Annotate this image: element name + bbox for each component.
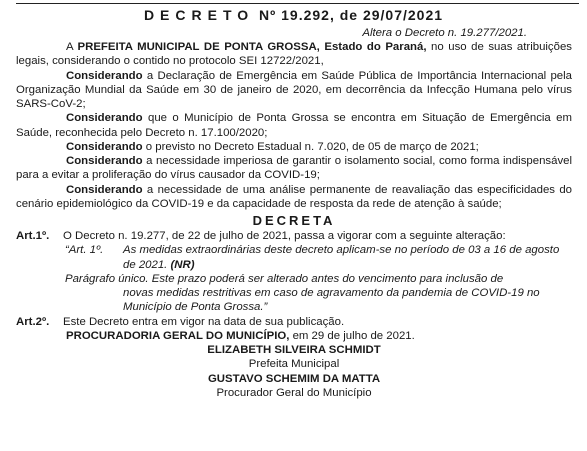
closing-line <box>16 329 572 343</box>
considerando-text: que o Município de Ponta Grossa se encontra em Situação de Emergência em Saúde, reconhecida pelo Decreto n. 17.100/2020; <box>16 112 572 139</box>
signer-2-name <box>16 372 572 386</box>
preamble-prefix: A <box>66 41 73 53</box>
signer-1-name <box>16 343 572 357</box>
signer-2-role: Procurador Geral do Município <box>216 386 372 399</box>
considerando-keyword: Considerando <box>66 112 143 125</box>
considerando-text: a Declaração de Emergência em Saúde Pública de Importância Internacional pela Organização Mundial da Saúde em 30 de janeiro de 2020, em decorrência da Infecção Humana pelo vírus SARS-CoV-2; <box>16 69 573 110</box>
article-2-text: Este Decreto entra em vigor na data de sua publicação. <box>63 315 345 328</box>
article-1 <box>16 229 572 243</box>
article-2 <box>16 315 572 329</box>
considerando-1 <box>16 69 572 112</box>
article-1-label: Art.1º. <box>16 230 50 242</box>
paragrafo-line-2: novas medidas restritivas em caso de agravamento da pandemia de COVID-19 no Município de Ponta Grossa.” <box>123 287 540 314</box>
paragrafo-line-1: Parágrafo único. Este prazo poderá ser alterado antes do vencimento para inclusão de <box>65 272 504 285</box>
article-2-label: Art.2º. <box>16 315 50 328</box>
signer-2-name-text: GUSTAVO SCHEMIM DA MATTA <box>207 372 381 385</box>
considerando-keyword: Considerando <box>66 155 143 167</box>
preamble-text: no uso de suas atribuições legais, considerando o contido no protocolo SEI 12722/2021, <box>16 41 572 68</box>
closing-org: PROCURADORIA GERAL DO MUNICÍPIO, <box>66 329 290 342</box>
amendment-note: Altera o Decreto n. 19.277/2021. <box>362 27 527 39</box>
title-number-date: Nº 19.292, de 29/07/2021 <box>259 7 444 23</box>
considerando-5 <box>16 183 572 212</box>
quoted-article-label: “Art. 1º. <box>65 244 104 257</box>
considerando-keyword: Considerando <box>66 183 143 196</box>
decree-body <box>16 40 572 400</box>
signer-1-role: Prefeita Municipal <box>248 358 340 371</box>
quoted-article-text: As medidas extraordinárias deste decreto aplicam-se no período de 03 a 16 de agosto de 2021. <box>123 244 560 271</box>
title-word: DECRETO <box>143 7 255 23</box>
quoted-article <box>16 243 572 272</box>
paragrafo-unico <box>16 272 572 315</box>
considerando-text: a necessidade de uma análise permanente de reavaliação das especificidades do cenário epidemiológico da COVID-19 e da capacidade de resposta da rede de atenção à saúde; <box>16 183 572 210</box>
closing-date: em 29 de julho de 2021. <box>292 329 415 342</box>
article-1-text: O Decreto n. 19.277, de 22 de julho de 2021, passa a vigorar com a seguinte alteração: <box>63 230 506 242</box>
considerando-2 <box>16 111 572 140</box>
considerando-text: o previsto no Decreto Estadual n. 7.020, de 05 de março de 2021; <box>145 140 479 153</box>
signer-1-name-text: ELIZABETH SILVEIRA SCHMIDT <box>207 344 381 356</box>
considerando-4 <box>16 154 572 183</box>
considerando-text: a necessidade imperiosa de garantir o isolamento social, como forma indispensável para a evitar a proliferação do vírus causador da COVID-19; <box>16 155 572 182</box>
considerando-keyword: Considerando <box>66 140 143 153</box>
top-rule <box>16 3 579 4</box>
considerando-3 <box>16 140 572 154</box>
preamble-entity: PREFEITA MUNICIPAL DE PONTA GROSSA, Estado do Paraná, <box>77 41 427 53</box>
considerando-keyword: Considerando <box>66 69 143 82</box>
decreta-heading: DECRETA <box>252 213 336 228</box>
preamble <box>16 40 572 69</box>
quoted-article-nr: (NR) <box>170 258 195 271</box>
decree-title <box>0 7 587 23</box>
quoted-article-text-wrap <box>123 243 572 272</box>
